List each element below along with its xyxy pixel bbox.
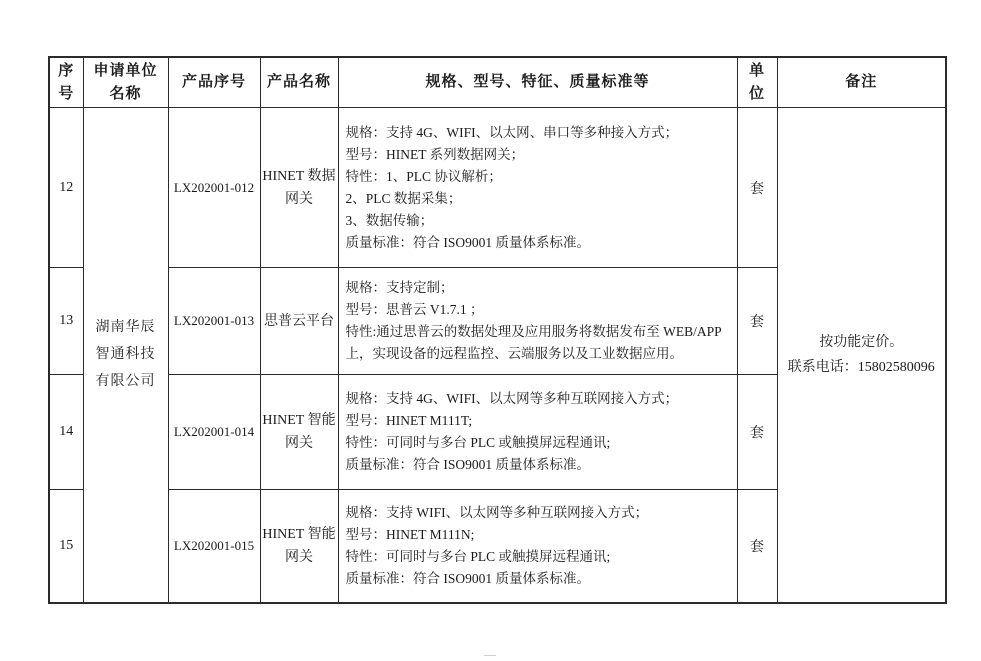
header-cell-company: 申请单位名称 bbox=[83, 57, 168, 108]
cell-product-no: LX202001-013 bbox=[168, 268, 260, 375]
cell-product-name: HINET 智能网关 bbox=[260, 375, 338, 490]
spec-line: 质量标准：符合 ISO9001 质量体系标准。 bbox=[345, 457, 591, 472]
cell-product-name: HINET 智能网关 bbox=[260, 490, 338, 603]
cell-unit: 套 bbox=[737, 490, 777, 603]
cell-product-no: LX202001-012 bbox=[168, 108, 260, 268]
spec-line: 型号：HINET 系列数据网关； bbox=[345, 146, 525, 162]
header-cell-product-name: 产品名称 bbox=[260, 57, 338, 108]
cell-index: 15 bbox=[49, 490, 83, 603]
cell-spec bbox=[338, 108, 737, 268]
spec-line: 特性：可同时与多台 PLC 或触摸屏远程通讯; bbox=[345, 548, 611, 564]
header-cell-spec: 规格、型号、特征、质量标准等 bbox=[338, 57, 737, 108]
cell-index: 13 bbox=[49, 268, 83, 375]
spec-line: 型号：HINET M111T; bbox=[345, 413, 473, 428]
cell-spec bbox=[338, 490, 737, 603]
header-cell-product-no: 产品序号 bbox=[168, 57, 260, 108]
cell-spec bbox=[338, 268, 737, 375]
cell-spec bbox=[338, 375, 737, 490]
spec-line: 特性：1、PLC 协议解析； bbox=[345, 168, 502, 184]
cell-product-no: LX202001-014 bbox=[168, 375, 260, 490]
remark-line: 按功能定价。 bbox=[819, 334, 904, 350]
spec-line: 2、PLC 数据采集； bbox=[345, 190, 462, 206]
spec-line: 质量标准：符合 ISO9001 质量体系标准。 bbox=[345, 234, 591, 250]
spec-line: 3、数据传输； bbox=[345, 212, 434, 228]
spec-line: 质量标准：符合 ISO9001 质量体系标准。 bbox=[345, 570, 591, 586]
header-cell-index: 序号 bbox=[49, 57, 83, 108]
spec-line: 型号：HINET M111N; bbox=[345, 526, 475, 542]
spec-line: 规格：支持 4G、WIFI、以太网等多种互联网接入方式； bbox=[345, 391, 679, 406]
spec-line: 规格：支持 WIFI、以太网等多种互联网接入方式； bbox=[345, 504, 649, 520]
cell-company: 湖南华辰智通科技有限公司 bbox=[83, 108, 168, 603]
spec-line: 型号：思普云 V1.7.1 ； bbox=[345, 302, 484, 317]
table-row bbox=[49, 108, 946, 268]
table-header-row bbox=[49, 57, 946, 108]
cell-product-no: LX202001-015 bbox=[168, 490, 260, 603]
remark-line: 联系电话：15802580096 bbox=[787, 359, 935, 375]
cell-index: 12 bbox=[49, 108, 83, 268]
product-table bbox=[48, 56, 947, 604]
spec-line: 特性：可同时与多台 PLC 或触摸屏远程通讯; bbox=[345, 435, 611, 450]
spec-line: 特性:通过思普云的数据处理及应用服务将数据发布至 WEB/APP bbox=[345, 324, 722, 339]
cell-index: 14 bbox=[49, 375, 83, 490]
cell-unit: 套 bbox=[737, 108, 777, 268]
cell-product-name: 思普云平台 bbox=[260, 268, 338, 375]
spec-line: 规格：支持 4G、WIFI、以太网、串口等多种接入方式； bbox=[345, 124, 679, 140]
spec-line: 上，实现设备的远程监控、云端服务以及工业数据应用。 bbox=[345, 346, 683, 361]
cell-unit: 套 bbox=[737, 268, 777, 375]
header-cell-remark: 备注 bbox=[777, 57, 946, 108]
cell-unit: 套 bbox=[737, 375, 777, 490]
page-footer-mark: — bbox=[484, 647, 496, 661]
cell-product-name: HINET 数据网关 bbox=[260, 108, 338, 268]
cell-remark bbox=[777, 108, 946, 603]
spec-line: 规格：支持定制； bbox=[345, 280, 454, 295]
header-cell-unit: 单位 bbox=[737, 57, 777, 108]
